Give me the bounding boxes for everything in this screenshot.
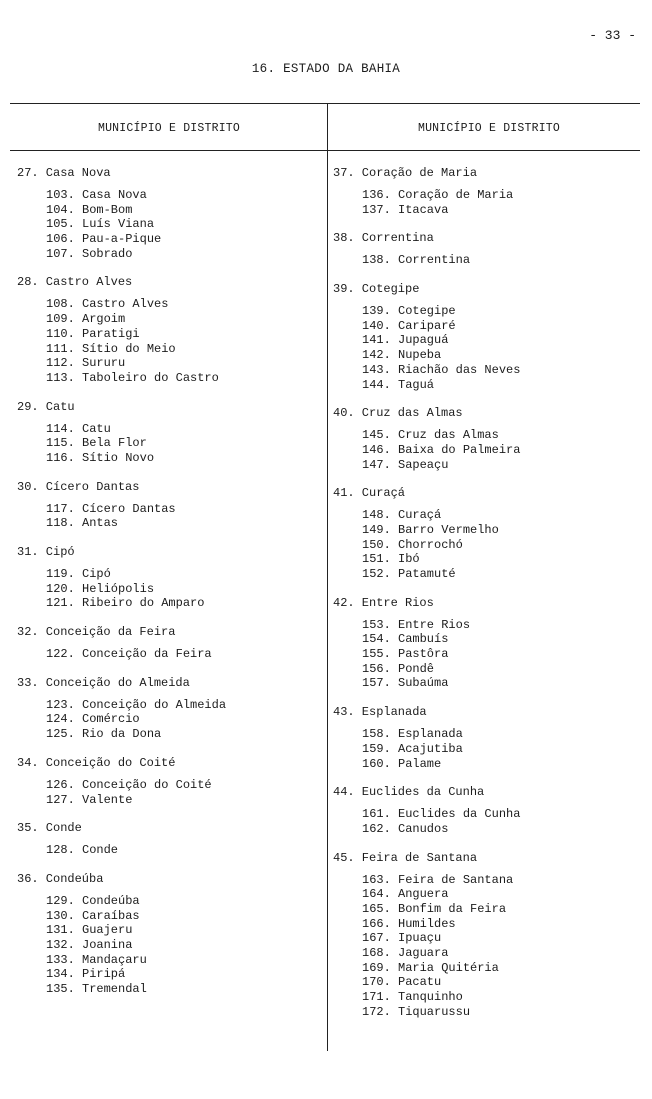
district-item: 117. Cícero Dantas [46,501,176,516]
district-list [333,611,643,691]
district-list [17,181,322,261]
municipality-group [333,486,643,595]
municipality-group [333,705,643,785]
district-item: 112. Sururu [46,356,126,371]
column-header-left: MUNICÍPIO E DISTRITO [97,122,241,135]
district-item: 126. Conceição do Coité [46,777,212,792]
page-number: - 33 - [589,28,636,43]
district-list [17,887,322,997]
municipality-name: 40. Cruz das Almas [333,406,463,421]
municipality-group [17,275,322,399]
district-item: 154. Cambuís [362,632,449,647]
municipality-name: 34. Conceição do Coité [17,755,176,770]
district-list [17,560,322,611]
district-item: 107. Sobrado [46,246,133,261]
district-item: 155. Pastôra [362,647,449,662]
district-item: 166. Humildes [362,916,456,931]
municipality-group [333,596,643,705]
district-item: 113. Taboleiro do Castro [46,370,219,385]
column-divider [327,103,328,1051]
district-item: 147. Sapeaçu [362,457,449,472]
district-item: 163. Feira de Santana [362,872,514,887]
district-item: 159. Acajutiba [362,741,463,756]
district-item: 127. Valente [46,792,133,807]
municipality-group [17,545,322,625]
district-list [17,771,322,807]
district-item: 157. Subaúma [362,676,449,691]
municipality-name: 38. Correntina [333,231,434,246]
district-item: 169. Maria Quitéria [362,960,499,975]
municipality-name: 32. Conceição da Feira [17,625,176,640]
district-list [17,495,322,531]
municipality-group [17,821,322,872]
district-list [333,421,643,472]
district-list [17,290,322,385]
district-item: 128. Conde [46,843,119,858]
district-item: 129. Condeúba [46,893,140,908]
district-item: 144. Taguá [362,377,435,392]
district-item: 172. Tiquarussu [362,1004,471,1019]
district-list [333,501,643,581]
district-item: 134. Piripá [46,967,126,982]
district-list [333,181,643,217]
district-item: 110. Paratigi [46,326,140,341]
district-list [333,297,643,392]
district-item: 130. Caraíbas [46,908,140,923]
district-item: 149. Barro Vermelho [362,522,499,537]
municipality-group [333,166,643,231]
district-item: 131. Guajeru [46,923,133,938]
district-list [333,246,643,268]
municipality-name: 41. Curaçá [333,486,406,501]
municipality-name: 31. Cipó [17,545,75,559]
district-item: 103. Casa Nova [46,188,147,202]
municipality-name: 27. Casa Nova [17,166,111,180]
district-list [333,866,643,1020]
district-item: 105. Luís Viana [46,217,155,232]
district-list [333,800,643,836]
district-item: 143. Riachão das Neves [362,362,521,377]
district-item: 151. Ibó [362,552,420,567]
district-list [17,836,322,858]
municipality-group [333,406,643,486]
district-item: 136. Coração de Maria [362,188,514,202]
district-item: 111. Sítio do Meio [46,341,176,356]
district-item: 115. Bela Flor [46,436,147,451]
municipality-group [17,480,322,545]
district-item: 156. Pondê [362,661,435,676]
district-item: 120. Heliópolis [46,581,155,596]
municipality-name: 44. Euclides da Cunha [333,785,485,800]
municipality-name: 35. Conde [17,821,82,836]
district-item: 133. Mandaçaru [46,952,147,967]
district-item: 142. Nupeba [362,348,442,363]
district-item: 170. Pacatu [362,975,442,990]
municipality-name: 43. Esplanada [333,705,427,720]
right-column [333,166,643,1019]
district-item: 162. Canudos [362,821,449,836]
left-column [17,166,322,997]
municipality-name: 36. Condeúba [17,871,104,886]
district-item: 121. Ribeiro do Amparo [46,596,205,611]
municipality-name: 42. Entre Rios [333,595,434,610]
district-item: 122. Conceição da Feira [46,647,212,662]
district-item: 106. Pau-a-Pique [46,232,162,247]
municipality-group [17,166,322,275]
district-item: 138. Correntina [362,253,471,268]
municipality-name: 30. Cícero Dantas [17,479,140,494]
municipality-group [17,872,322,997]
district-item: 109. Argoim [46,312,126,327]
district-item: 125. Rio da Dona [46,727,162,742]
municipality-name: 33. Conceição do Almeida [17,675,190,690]
district-list [17,691,322,742]
district-item: 150. Chorrochó [362,537,463,552]
district-item: 168. Jaguara [362,946,449,960]
district-item: 135. Tremendal [46,982,147,996]
district-item: 132. Joanina [46,937,133,952]
municipality-group [17,756,322,821]
municipality-group [17,625,322,676]
district-item: 119. Cipó [46,567,111,581]
district-item: 139. Cotegipe [362,304,456,319]
district-item: 160. Palame [362,756,442,771]
district-item: 118. Antas [46,516,119,531]
district-item: 141. Jupaguá [362,333,449,348]
district-item: 161. Euclides da Cunha [362,807,521,822]
municipality-name: 29. Catu [17,399,75,414]
district-list [17,415,322,466]
municipality-group [333,231,643,282]
district-item: 152. Patamuté [362,567,456,581]
district-item: 146. Baixa do Palmeira [362,442,521,457]
municipality-name: 45. Feira de Santana [333,850,478,865]
municipality-group [17,676,322,756]
district-item: 124. Comércio [46,712,140,727]
district-item: 153. Entre Rios [362,617,471,632]
municipality-name: 39. Cotegipe [333,282,420,297]
district-item: 116. Sítio Novo [46,450,155,465]
municipality-group [333,851,643,1020]
district-list [333,720,643,771]
district-item: 148. Curaçá [362,508,442,523]
district-item: 164. Anguera [362,887,449,902]
municipality-group [17,400,322,480]
municipality-group [333,282,643,406]
district-list [17,640,322,662]
municipality-name: 28. Castro Alves [17,275,133,290]
district-item: 114. Catu [46,421,111,436]
municipality-group [333,785,643,850]
district-item: 123. Conceição do Almeida [46,697,227,712]
district-item: 165. Bonfim da Feira [362,901,507,916]
header-bottom-rule [10,150,640,151]
district-item: 158. Esplanada [362,727,463,742]
district-item: 167. Ipuaçu [362,931,442,946]
document-title: 16. ESTADO DA BAHIA [251,62,401,76]
district-item: 137. Itacava [362,202,449,217]
district-item: 171. Tanquinho [362,990,463,1005]
table-top-rule [10,103,640,104]
column-header-right: MUNICÍPIO E DISTRITO [417,122,561,135]
district-item: 104. Bom-Bom [46,202,133,217]
district-item: 145. Cruz das Almas [362,428,499,443]
district-item: 108. Castro Alves [46,297,169,312]
municipality-name: 37. Coração de Maria [333,166,478,180]
district-item: 140. Cariparé [362,318,456,333]
